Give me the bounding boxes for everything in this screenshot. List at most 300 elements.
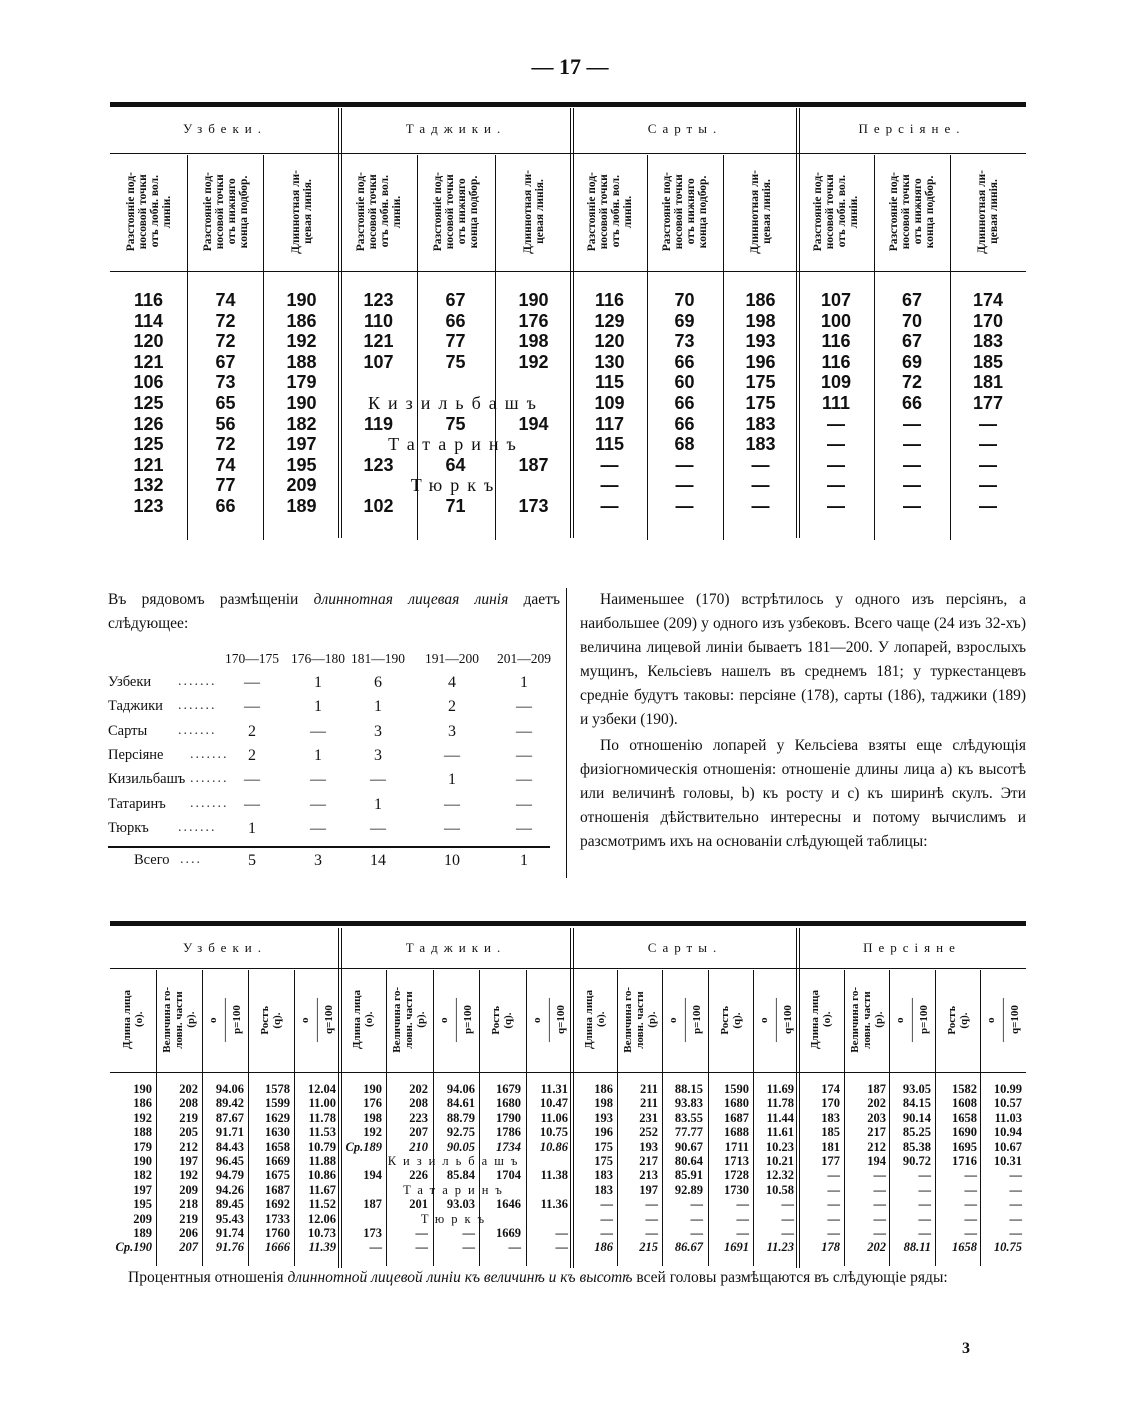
table-2-cell: 1692 [265, 1197, 290, 1212]
table-1-cell: 181 [972, 372, 1004, 393]
table-2-cell: 1730 [724, 1182, 749, 1197]
table-2-cell: — [873, 1182, 886, 1197]
table-2-cell: 231 [639, 1110, 658, 1125]
table-1-cell: 129 [594, 310, 625, 331]
table-2-cell: 10.31 [993, 1154, 1022, 1168]
table-1-cell: 116 [594, 290, 625, 310]
table-2-cell: 96.45 [215, 1154, 244, 1168]
table-2-cell: — [555, 1226, 568, 1240]
table-2-col-head-text: Ростъ (q). [259, 1005, 283, 1035]
dist-cell: 1 [314, 746, 322, 764]
table-1-cell: — [751, 496, 770, 516]
dist-row-label: Узбеки [108, 674, 152, 690]
table-2-cell: 1630 [265, 1125, 290, 1140]
table-2-cell: 173 [363, 1226, 382, 1240]
table-2-cell: 80.64 [674, 1154, 703, 1168]
table-1-cell: 66 [215, 496, 236, 516]
table-1-cell: — [600, 454, 619, 475]
table-2-cell: 206 [179, 1226, 198, 1240]
table-1-cell: 107 [820, 290, 852, 310]
table-2-cell: 176 [363, 1096, 382, 1111]
table-2-col-head-text: o ———— p=100 [438, 998, 474, 1042]
table-2-cell: 90.05 [446, 1139, 475, 1154]
table-2-cell: — [1009, 1226, 1022, 1240]
table-1-cell: 121 [133, 454, 164, 475]
table-2-cell: 93.83 [674, 1096, 703, 1111]
table-2-cell: 223 [409, 1110, 428, 1125]
table-2-cell: 1716 [952, 1154, 977, 1168]
dist-cell: — [516, 698, 532, 716]
table-1-cell: 209 [286, 475, 317, 496]
footer-page-number: 3 [962, 1340, 970, 1357]
right-paragraph-2: По отношенію лопарей у Кельсіева взяты еще слѣдующія физіогномическія отношенія: отношеніе длины лица а) къ высотѣ или величинѣ головы, b) къ росту и c) къ ширинѣ скулъ. Эти отношенія дѣйствительно интересны и потому вычислимъ и разсмотримъ ихъ на основаніи слѣдующей таблицы: [580, 737, 1026, 850]
table-1-cell: — [903, 454, 921, 475]
table-2-cell: 1658 [952, 1240, 977, 1255]
table-2-cell: 11.44 [766, 1110, 794, 1125]
dist-row-label: Персіяне [108, 746, 164, 763]
table-2-col-head [110, 970, 156, 1070]
table-2-col-head [708, 970, 753, 1070]
table-2-cell: 189 [133, 1226, 152, 1240]
table-1-cell: 197 [286, 434, 317, 455]
table-1-col-head-text: Длиннотная ли- цевая линія. [976, 170, 1000, 254]
dist-row-label: Сарты [108, 722, 148, 739]
table-1-cell: 67 [445, 290, 466, 310]
table-2-cell: 219 [179, 1211, 198, 1226]
table-2-cell: 186 [594, 1082, 613, 1096]
table-2-cell: 85.91 [674, 1168, 703, 1183]
table-2-cell: 1688 [724, 1125, 749, 1140]
table-2-cell: 85.38 [902, 1139, 931, 1154]
table-2-cell: 94.79 [215, 1168, 244, 1183]
table-2-col-head-text: o ———— p=100 [666, 998, 703, 1042]
table-2-cell: — [918, 1211, 931, 1226]
table-2-cell: 90.14 [902, 1110, 931, 1125]
table-1-subgroup-label: Тюркъ [410, 475, 502, 496]
table-2-cell: 177 [821, 1154, 840, 1168]
table-1-cell: 173 [518, 496, 549, 516]
table-2-col-head-text: o ———— q=100 [531, 998, 567, 1042]
table-1-cell: 72 [215, 310, 236, 331]
dist-range-head: 201—209 [497, 651, 551, 666]
table-1-cell: 120 [133, 331, 164, 352]
table-1-cell: 67 [215, 351, 236, 372]
dist-cell: — [310, 771, 326, 789]
table-2-cell: 10.57 [993, 1096, 1022, 1111]
table-2-cell: 197 [133, 1182, 152, 1197]
table-2-cell: 1680 [724, 1096, 749, 1111]
table-2-cell: — [736, 1211, 749, 1226]
table-1-col-head-text: Разстояніе под- носовой точки отъ лобн. вол. линіи. [354, 172, 403, 252]
table-1-col-head-text: Разстояніе под- носовой точки отъ лобн. вол. линіи. [812, 172, 860, 252]
table-2-col-head-text: Ростъ (q). [718, 1005, 743, 1035]
table-1-col-head-text: Разстояніе под- носовой точки отъ нижняго конца подбор. [201, 172, 250, 252]
table-1-cell: 198 [745, 310, 776, 331]
table-2-cell: — [781, 1197, 794, 1212]
table-1-group-title: Сарты. [647, 121, 723, 136]
dist-range-head: 170—175 [225, 651, 279, 666]
table-1-cell: 116 [821, 331, 851, 352]
table-2-cell: 11.52 [308, 1197, 336, 1212]
table-2-col-head-text: o ———— p=100 [894, 998, 930, 1042]
table-2-cell: 1669 [496, 1226, 521, 1240]
table-2-cell: — [918, 1197, 931, 1212]
table-2-cell: 217 [639, 1154, 658, 1168]
table-2-cell: 190 [363, 1082, 382, 1096]
dist-dots: ....... [178, 674, 217, 689]
table-1-cell: — [675, 496, 694, 516]
table-2-cell: 252 [639, 1125, 658, 1140]
table-2-cell: 85.25 [902, 1125, 931, 1140]
table-2-cell: — [918, 1226, 931, 1240]
table-1-cell: 190 [286, 290, 317, 310]
dist-total-cell: 3 [314, 852, 322, 870]
table-2-cell: 10.67 [993, 1139, 1022, 1154]
table-2-cell: 1687 [265, 1182, 290, 1197]
table-1-cell: 187 [518, 454, 549, 475]
table-2-cell: 187 [867, 1082, 886, 1096]
table-2-cell: 12.32 [765, 1168, 794, 1183]
table-2-cell: 10.75 [539, 1125, 568, 1140]
table-2-cell: 1760 [265, 1226, 290, 1240]
table-2-col-head [479, 970, 525, 1070]
dist-cell: 1 [248, 819, 256, 837]
table-2-col-head-text: Величина го- ловн. части (p). [849, 987, 885, 1053]
table-1-cell: 183 [745, 434, 776, 455]
table-1-cell: 190 [286, 393, 317, 413]
table-2-cell: 194 [363, 1168, 382, 1183]
table-2-cell: 217 [867, 1125, 886, 1140]
table-2-cell: 93.05 [902, 1082, 931, 1096]
table-2-cell: 84.61 [446, 1096, 475, 1111]
table-2-cell: 194 [867, 1154, 886, 1168]
table-2-cell: — [462, 1226, 475, 1240]
dist-cell: 1 [374, 698, 382, 716]
table-2-cell: 219 [179, 1110, 198, 1125]
table-2-cell: 90.67 [674, 1139, 703, 1154]
table-1-col-head-text: Разстояніе под- носовой точки отъ лобн. вол. линіи. [585, 172, 634, 252]
table-2-cell: 1711 [724, 1139, 749, 1154]
table-2-cell: 202 [179, 1082, 198, 1096]
table-2-col-head [617, 970, 662, 1070]
table-2-cell: — [415, 1226, 428, 1240]
table-2-group-title: Таджики. [405, 940, 507, 955]
table-2-col-head-text: Длина лица (o). [121, 990, 145, 1050]
table-1-cell: 116 [133, 290, 164, 310]
table-2-cell: 1658 [952, 1110, 977, 1125]
table-2-group-title: Узбеки. [183, 940, 267, 955]
table-1-cell: 72 [215, 434, 236, 455]
table-2-cell: 170 [821, 1096, 840, 1111]
table-1-cell: 126 [133, 413, 164, 434]
table-2-cell: 175 [594, 1154, 613, 1168]
dist-cell: 2 [248, 722, 256, 740]
table-1-cell: — [751, 454, 770, 475]
table-1-cell: 130 [594, 351, 625, 372]
table-2-cell: 210 [409, 1139, 428, 1154]
dist-row-label: Таджики [108, 698, 163, 715]
table-1-cell: — [751, 475, 770, 496]
table-2-col-head-text: Величина го- ловн. части (p). [621, 987, 658, 1053]
dist-cell: — [310, 722, 326, 740]
table-2-cell: 1578 [265, 1082, 290, 1096]
table-1-cell: 74 [215, 454, 236, 475]
table-1-cell: 102 [363, 496, 394, 516]
table-2-cell: 208 [409, 1096, 428, 1111]
table-1-cell: 111 [821, 393, 851, 413]
table-1-cell: 123 [363, 290, 394, 310]
table-2-cell: 193 [594, 1110, 613, 1125]
table-2-subgroup-label: Татаринъ [403, 1182, 509, 1197]
table-1-group-title: Таджики. [405, 121, 507, 136]
dist-cell: 2 [248, 746, 256, 764]
table-1-cell: — [675, 475, 694, 496]
table-2-cell: 215 [639, 1240, 658, 1255]
dist-cell: 6 [374, 674, 382, 691]
table-2-cell: 1680 [496, 1096, 521, 1111]
table-2-cell: 190 [133, 1082, 152, 1096]
table-1-cell: 175 [745, 393, 776, 413]
table-2-cell: 193 [639, 1139, 658, 1154]
dist-cell: 1 [314, 698, 322, 716]
table-1-cell: 188 [286, 351, 317, 372]
table-2-cell: 182 [133, 1168, 152, 1183]
table-1-col-head-text: Разстояніе под- носовой точки отъ нижняго конца подбор. [431, 172, 480, 252]
table-1-cell: — [979, 413, 997, 434]
table-2-cell: 1679 [496, 1082, 521, 1096]
table-1-col-head-text: Разстояніе под- носовой точки отъ нижняго конца подбор. [660, 172, 709, 252]
dist-dots: ....... [190, 795, 229, 811]
table-1-cell: 75 [445, 351, 466, 372]
table-2-cell: 90.72 [902, 1154, 931, 1168]
table-2-cell: 192 [363, 1125, 382, 1140]
table-2-cell: — [600, 1197, 613, 1212]
table-2-col-head [202, 970, 248, 1070]
table-2-group-rule [110, 968, 1026, 969]
table-1-cell: — [827, 496, 845, 516]
table-2-cell: 183 [594, 1182, 613, 1197]
table-1-cell: 66 [901, 393, 923, 413]
dist-cell: — [516, 795, 532, 813]
table-2-cell: 211 [639, 1082, 658, 1096]
table-1-cell: 186 [745, 290, 776, 310]
table-2-cell: 11.61 [766, 1125, 794, 1140]
table-1-cell: 68 [674, 434, 695, 455]
table-2-col-head-text: Длина лица (o). [809, 990, 833, 1050]
table-1-cell: — [827, 454, 845, 475]
table-2-cell: — [964, 1168, 977, 1183]
dist-cell: — [516, 771, 532, 789]
table-2-cell: 195 [133, 1197, 152, 1212]
table-1-cell: 123 [363, 454, 394, 475]
table-1-cell: — [903, 475, 921, 496]
table-2-cell: 12.04 [307, 1082, 336, 1096]
table-1-cell: — [903, 496, 921, 516]
table-2-cell: 183 [821, 1110, 840, 1125]
table-2-cell: 188 [133, 1125, 152, 1140]
table-1-subgroup-label: Татаринъ [388, 434, 524, 455]
table-1-cell: 189 [286, 496, 317, 516]
table-2-subgroup-label: Кизильбашъ [387, 1154, 525, 1168]
table-2-cell: — [1009, 1197, 1022, 1212]
table-2-cell: 10.99 [993, 1082, 1022, 1096]
table-1-cell: 77 [445, 331, 466, 352]
table-1-cell: 106 [133, 372, 164, 393]
table-2-cell: 186 [594, 1240, 613, 1255]
table-2-col-head [294, 970, 340, 1070]
table-2-cell: 1695 [952, 1139, 977, 1154]
table-2-cell: 84.43 [215, 1139, 244, 1154]
table-2-cell: 1786 [496, 1125, 521, 1140]
table-2-cell: 1599 [265, 1096, 290, 1111]
table-2-cell: — [690, 1226, 703, 1240]
table-2-cell: — [873, 1211, 886, 1226]
table-2-cell: 94.26 [215, 1182, 244, 1197]
table-2-cell: — [781, 1226, 794, 1240]
table-2-col-head [386, 970, 432, 1070]
table-1-col-head-text: Длиннотная ли- цевая линія. [289, 170, 314, 254]
table-1-col-head-text: Длиннотная ли- цевая линія. [748, 170, 773, 254]
table-2-top-rule [110, 921, 1026, 926]
table-2-cell: 187 [363, 1197, 382, 1212]
table-1-col-head-text: Разстояніе под- носовой точки отъ нижняго конца подбор. [888, 172, 936, 252]
table-2-cell: 1687 [724, 1110, 749, 1125]
dist-range-head: 176—180 [291, 651, 345, 666]
table-2-cell: 10.21 [765, 1154, 794, 1168]
table-1-group-title: Персіяне. [858, 121, 966, 136]
dist-dots: ....... [178, 722, 217, 738]
table-1-cell: 77 [215, 475, 236, 496]
table-1-cell: 65 [215, 393, 236, 413]
table-1-cell: 194 [518, 413, 549, 434]
table-1-group-title: Узбеки. [183, 121, 267, 136]
table-2-cell: 10.86 [539, 1139, 568, 1154]
dist-cell: — [244, 674, 260, 691]
table-2-cell: 207 [179, 1240, 198, 1255]
table-2-cell: 183 [594, 1168, 613, 1183]
table-2-cell: 178 [821, 1240, 840, 1255]
table-1-cell: 125 [133, 393, 164, 413]
table-1-cell: 183 [745, 413, 776, 434]
table-1-cell: 125 [133, 434, 164, 455]
table-2-cell: 205 [179, 1125, 198, 1140]
table-2-cell: 192 [133, 1110, 152, 1125]
table-2-col-head-text: o ———— q=100 [757, 998, 794, 1042]
table-2-cell: 218 [179, 1197, 198, 1212]
table-2-cell: 1713 [724, 1154, 749, 1168]
table-2-cell: 1608 [952, 1096, 977, 1111]
table-2-cell: — [964, 1211, 977, 1226]
table-1-cell: 192 [518, 351, 549, 372]
table-1-cell: — [600, 475, 619, 496]
dist-cell: 3 [374, 722, 382, 740]
dist-dots: ....... [190, 771, 229, 787]
table-2-cell: 11.88 [308, 1154, 336, 1168]
table-2-cell: 11.39 [308, 1240, 336, 1255]
table-1-col-head-text: Длиннотная ли- цевая линія. [521, 170, 546, 254]
table-1-cell: 75 [445, 413, 466, 434]
table-1-cell: 116 [821, 351, 851, 372]
table-2-cell: 174 [821, 1082, 840, 1096]
table-2-col-head-text: o ———— p=100 [207, 998, 243, 1042]
table-1-cell: 56 [215, 413, 236, 434]
table-2-cell: 84.15 [902, 1096, 931, 1111]
table-2-cell: 10.79 [307, 1139, 336, 1154]
table-1-cell: — [675, 454, 694, 475]
table-1-cell: — [903, 413, 921, 434]
table-2-cell: 10.73 [307, 1226, 336, 1240]
table-1-cell: 107 [363, 351, 394, 372]
table-1-cell: 72 [215, 331, 236, 352]
dist-row-label: Татаринъ [108, 795, 166, 812]
table-1-cell: 66 [445, 310, 466, 331]
table-2-cell: 213 [639, 1168, 658, 1183]
dist-total-cell: 5 [248, 852, 256, 870]
table-2-cell: 1590 [724, 1082, 749, 1096]
table-2-col-head-text: Ростъ (q). [946, 1005, 970, 1035]
table-2-cell: — [827, 1211, 840, 1226]
table-2-group-title: Сарты. [647, 940, 723, 955]
table-1-cell: 66 [674, 351, 695, 372]
dist-cell: 1 [448, 771, 456, 789]
table-2-cell: — [918, 1182, 931, 1197]
table-2-cell: — [600, 1211, 613, 1226]
table-2-cell: 11.00 [308, 1096, 336, 1111]
table-1-cell: 64 [445, 454, 466, 475]
table-1-cell: 115 [594, 372, 625, 393]
table-2-cell: 95.43 [215, 1211, 244, 1226]
dist-intro: Въ рядовомъ размѣщеніи длиннотная лицевая линія даетъ слѣдующее: [108, 591, 560, 632]
table-2-cell: 1666 [265, 1240, 290, 1255]
table-2-cell: 89.42 [215, 1096, 244, 1111]
table-2-cell: — [736, 1197, 749, 1212]
dist-cell: — [244, 795, 260, 813]
dist-cell: — [370, 771, 386, 789]
table-2-cell: 86.67 [674, 1240, 703, 1255]
table-2-cell: 11.03 [994, 1110, 1022, 1125]
table-1-cell: 179 [286, 372, 317, 393]
table-2-cell: 175 [594, 1139, 613, 1154]
dist-range-head: 181—190 [351, 651, 405, 666]
table-2-cell: 12.06 [307, 1211, 336, 1226]
table-1-cell: 123 [133, 496, 164, 516]
dist-cell: — [444, 795, 460, 813]
table-2-cell: 197 [179, 1154, 198, 1168]
table-1-cell: 183 [972, 331, 1004, 352]
table-1-cell: 174 [972, 290, 1004, 310]
table-2-cell: — [645, 1197, 658, 1212]
table-1-cell: 74 [215, 290, 236, 310]
table-2-cell: 202 [409, 1082, 428, 1096]
dist-total-cell: 10 [444, 852, 460, 870]
dist-row-label: Тюркъ [108, 819, 149, 836]
table-2-cell: — [827, 1197, 840, 1212]
table-2-cell: 1734 [496, 1139, 521, 1154]
page-number: — 17 — [531, 54, 609, 79]
table-1-cell: 120 [594, 331, 625, 352]
table-2-col-head [662, 970, 707, 1070]
table-2-cell: 91.71 [215, 1125, 244, 1140]
table-2-cell: 10.58 [765, 1182, 794, 1197]
table-2-cell: 201 [409, 1197, 428, 1212]
table-2-cell: 92.89 [674, 1182, 703, 1197]
table-2-cell: — [462, 1240, 475, 1255]
table-2-cell: — [1009, 1168, 1022, 1183]
table-2-col-head [156, 970, 202, 1070]
table-1-cell: 177 [972, 393, 1004, 413]
table-1-cell: 66 [674, 413, 695, 434]
table-2-cell: 186 [133, 1096, 152, 1111]
